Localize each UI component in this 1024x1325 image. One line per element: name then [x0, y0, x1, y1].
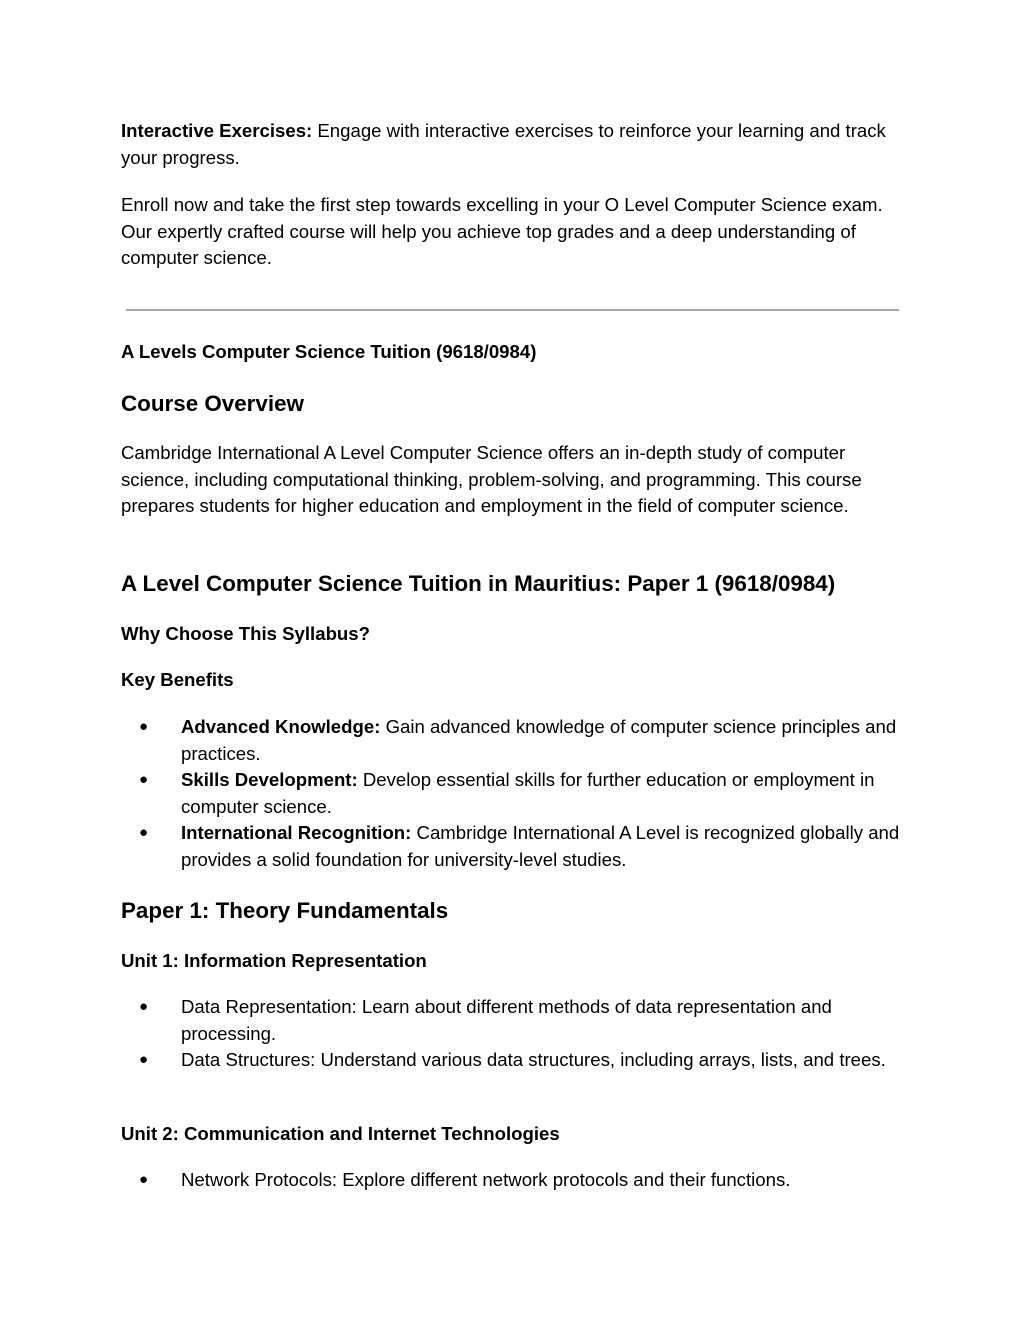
list-item [121, 767, 911, 820]
key-benefits-heading: Key Benefits [121, 669, 234, 690]
paper1-tuition-heading: A Level Computer Science Tuition in Mauritius: Paper 1 (9618/0984) [121, 571, 836, 596]
unit1-heading: Unit 1: Information Representation [121, 950, 427, 971]
list-item [121, 714, 911, 767]
bullet-icon: ● [139, 998, 149, 1015]
bullet-icon: ● [139, 824, 149, 842]
list-item [121, 1167, 911, 1194]
a-levels-heading: A Levels Computer Science Tuition (9618/0984) [121, 341, 537, 362]
unit1-item-text: Data Structures: Understand various data structures, including arrays, lists, and trees. [181, 1049, 886, 1071]
course-overview-heading: Course Overview [121, 391, 304, 416]
key-benefits-list [121, 714, 911, 874]
list-item [121, 994, 911, 1047]
bullet-icon: ● [139, 1051, 149, 1069]
interactive-exercises-paragraph [121, 118, 911, 171]
benefit-label: Advanced Knowledge: [181, 716, 381, 737]
unit2-list [121, 1167, 911, 1194]
interactive-exercises-label: Interactive Exercises: [121, 120, 313, 141]
why-choose-heading: Why Choose This Syllabus? [121, 623, 370, 644]
unit2-item-text: Network Protocols: Explore different network protocols and their functions. [181, 1169, 791, 1190]
horizontal-divider [126, 309, 899, 311]
bullet-icon: ● [139, 771, 149, 789]
benefit-text: Develop essential skills for further education or employment in computer science. [181, 769, 875, 817]
unit2-heading: Unit 2: Communication and Internet Technologies [121, 1123, 560, 1144]
bullet-icon: ● [139, 1171, 149, 1188]
course-overview-paragraph: Cambridge International A Level Computer Science offers an in-depth study of computer science, including computational thinking, problem-solving, and programming. This course prepares students for higher education and employment in the field of computer science. [121, 442, 862, 517]
enroll-paragraph: Enroll now and take the first step towards excelling in your O Level Computer Science exam. Our expertly crafted course will help you achieve top grades and a deep understanding of computer science. [121, 194, 883, 269]
benefit-text: Cambridge International A Level is recognized globally and provides a solid foundation for university-level studies. [181, 822, 900, 870]
benefit-label: Skills Development: [181, 769, 358, 791]
unit1-list [121, 994, 911, 1074]
list-item [121, 820, 911, 873]
theory-fundamentals-heading: Paper 1: Theory Fundamentals [121, 898, 449, 923]
unit1-item-text: Data Representation: Learn about different methods of data representation and processing. [181, 996, 832, 1044]
bullet-icon: ● [139, 718, 149, 735]
interactive-exercises-text: Engage with interactive exercises to reinforce your learning and track your progress. [121, 120, 886, 168]
list-item [121, 1047, 911, 1074]
benefit-label: International Recognition: [181, 822, 412, 844]
benefit-text: Gain advanced knowledge of computer science principles and practices. [181, 716, 897, 764]
